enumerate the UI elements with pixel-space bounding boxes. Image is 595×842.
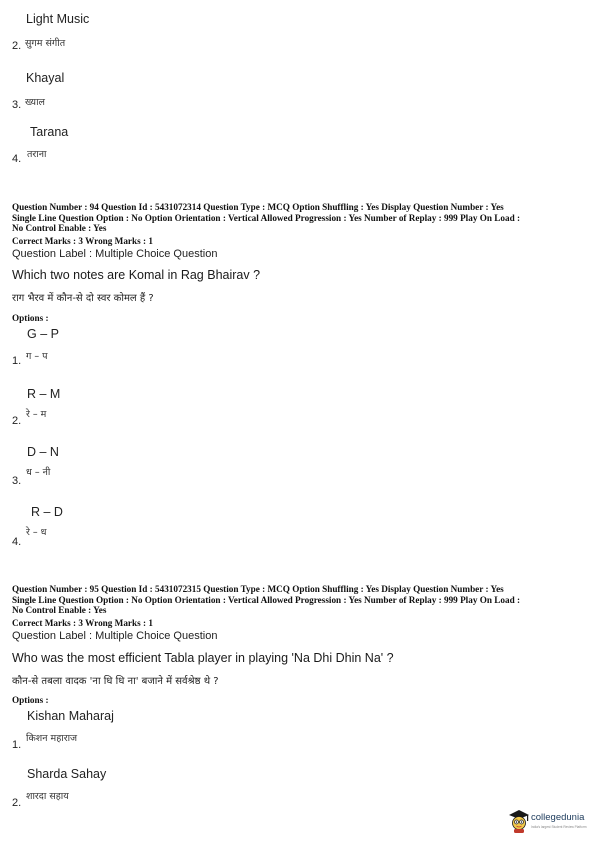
option-hindi: ध – नी (26, 467, 51, 478)
option-english: R – M (27, 387, 61, 401)
prev-option-4 (0, 125, 595, 169)
option-english: Sharda Sahay (27, 767, 107, 781)
option-english: Kishan Maharaj (27, 709, 114, 723)
question-95-text-english: Who was the most efficient Tabla player in playing 'Na Dhi Dhin Na' ? (12, 651, 394, 665)
q95-option-2[interactable] (0, 767, 595, 813)
q94-option-1[interactable] (0, 327, 595, 371)
option-number: 1. (12, 739, 22, 751)
meta-line: No Control Enable : Yes (12, 223, 107, 234)
meta-line: Single Line Question Option : No Option Orientation : Vertical Allowed Progression : Yes Number of Replay : 999 Play On Load : (12, 594, 521, 605)
q94-option-2[interactable] (0, 387, 595, 431)
question-94-text-hindi: राग भैरव में कौन-से दो स्वर कोमल हैं ? (12, 293, 154, 304)
question-95-marks: Correct Marks : 3 Wrong Marks : 1 (12, 618, 153, 628)
question-95-label: Question Label : Multiple Choice Question (12, 630, 218, 642)
option-number: 4. (12, 153, 22, 165)
option-number: 2. (12, 415, 22, 427)
option-hindi: रे – ध (26, 527, 47, 538)
graduate-mascot-icon (507, 808, 531, 834)
question-94-options-label: Options : (12, 313, 49, 323)
option-number: 3. (12, 99, 22, 111)
meta-line: Question Number : 94 Question Id : 5431072314 Question Type : MCQ Option Shuffling : Yes Display Question Number : Yes (12, 202, 504, 212)
option-number: 2. (12, 40, 22, 52)
q94-option-4[interactable] (0, 505, 595, 549)
question-95-options-label: Options : (12, 695, 49, 705)
question-94-metadata (12, 202, 587, 234)
meta-line: Question Number : 95 Question Id : 5431072315 Question Type : MCQ Option Shuffling : Yes Display Question Number : Yes (12, 584, 504, 594)
collegedunia-watermark (507, 806, 593, 838)
watermark-tagline: India's largest Student Review Platform (531, 825, 587, 829)
prev-option-2 (0, 12, 595, 56)
question-94-marks: Correct Marks : 3 Wrong Marks : 1 (12, 236, 153, 246)
prev-option-3 (0, 71, 595, 115)
watermark-brand: collegedunia (531, 812, 585, 823)
option-number: 1. (12, 355, 22, 367)
option-english: Khayal (26, 71, 65, 85)
option-number: 3. (12, 475, 22, 487)
option-number: 2. (12, 797, 22, 809)
question-94-label: Question Label : Multiple Choice Question (12, 248, 218, 260)
option-english: D – N (27, 445, 59, 459)
option-hindi: सुगम संगीत (25, 38, 66, 49)
option-hindi: ख्याल (25, 97, 45, 108)
q94-option-3[interactable] (0, 445, 595, 489)
question-95-text-hindi: कौन-से तबला वादक 'ना धि धि ना' बजाने में सर्वश्रेष्ठ थे ? (12, 676, 219, 687)
option-hindi: ग – प (26, 351, 48, 362)
option-english: G – P (27, 327, 59, 341)
option-english: Light Music (26, 12, 90, 26)
option-hindi: रे – म (26, 409, 47, 420)
q95-option-1[interactable] (0, 709, 595, 755)
option-hindi: तराना (27, 149, 47, 160)
meta-line: No Control Enable : Yes (12, 605, 107, 616)
option-hindi: किशन महाराज (26, 733, 78, 744)
option-english: R – D (31, 505, 63, 519)
option-hindi: शारदा सहाय (26, 791, 69, 802)
option-english: Tarana (30, 125, 69, 139)
question-94-text-english: Which two notes are Komal in Rag Bhairav ? (12, 268, 261, 282)
question-95-metadata (12, 584, 587, 616)
option-number: 4. (12, 536, 22, 548)
meta-line: Single Line Question Option : No Option Orientation : Vertical Allowed Progression : Yes Number of Replay : 999 Play On Load : (12, 212, 521, 223)
